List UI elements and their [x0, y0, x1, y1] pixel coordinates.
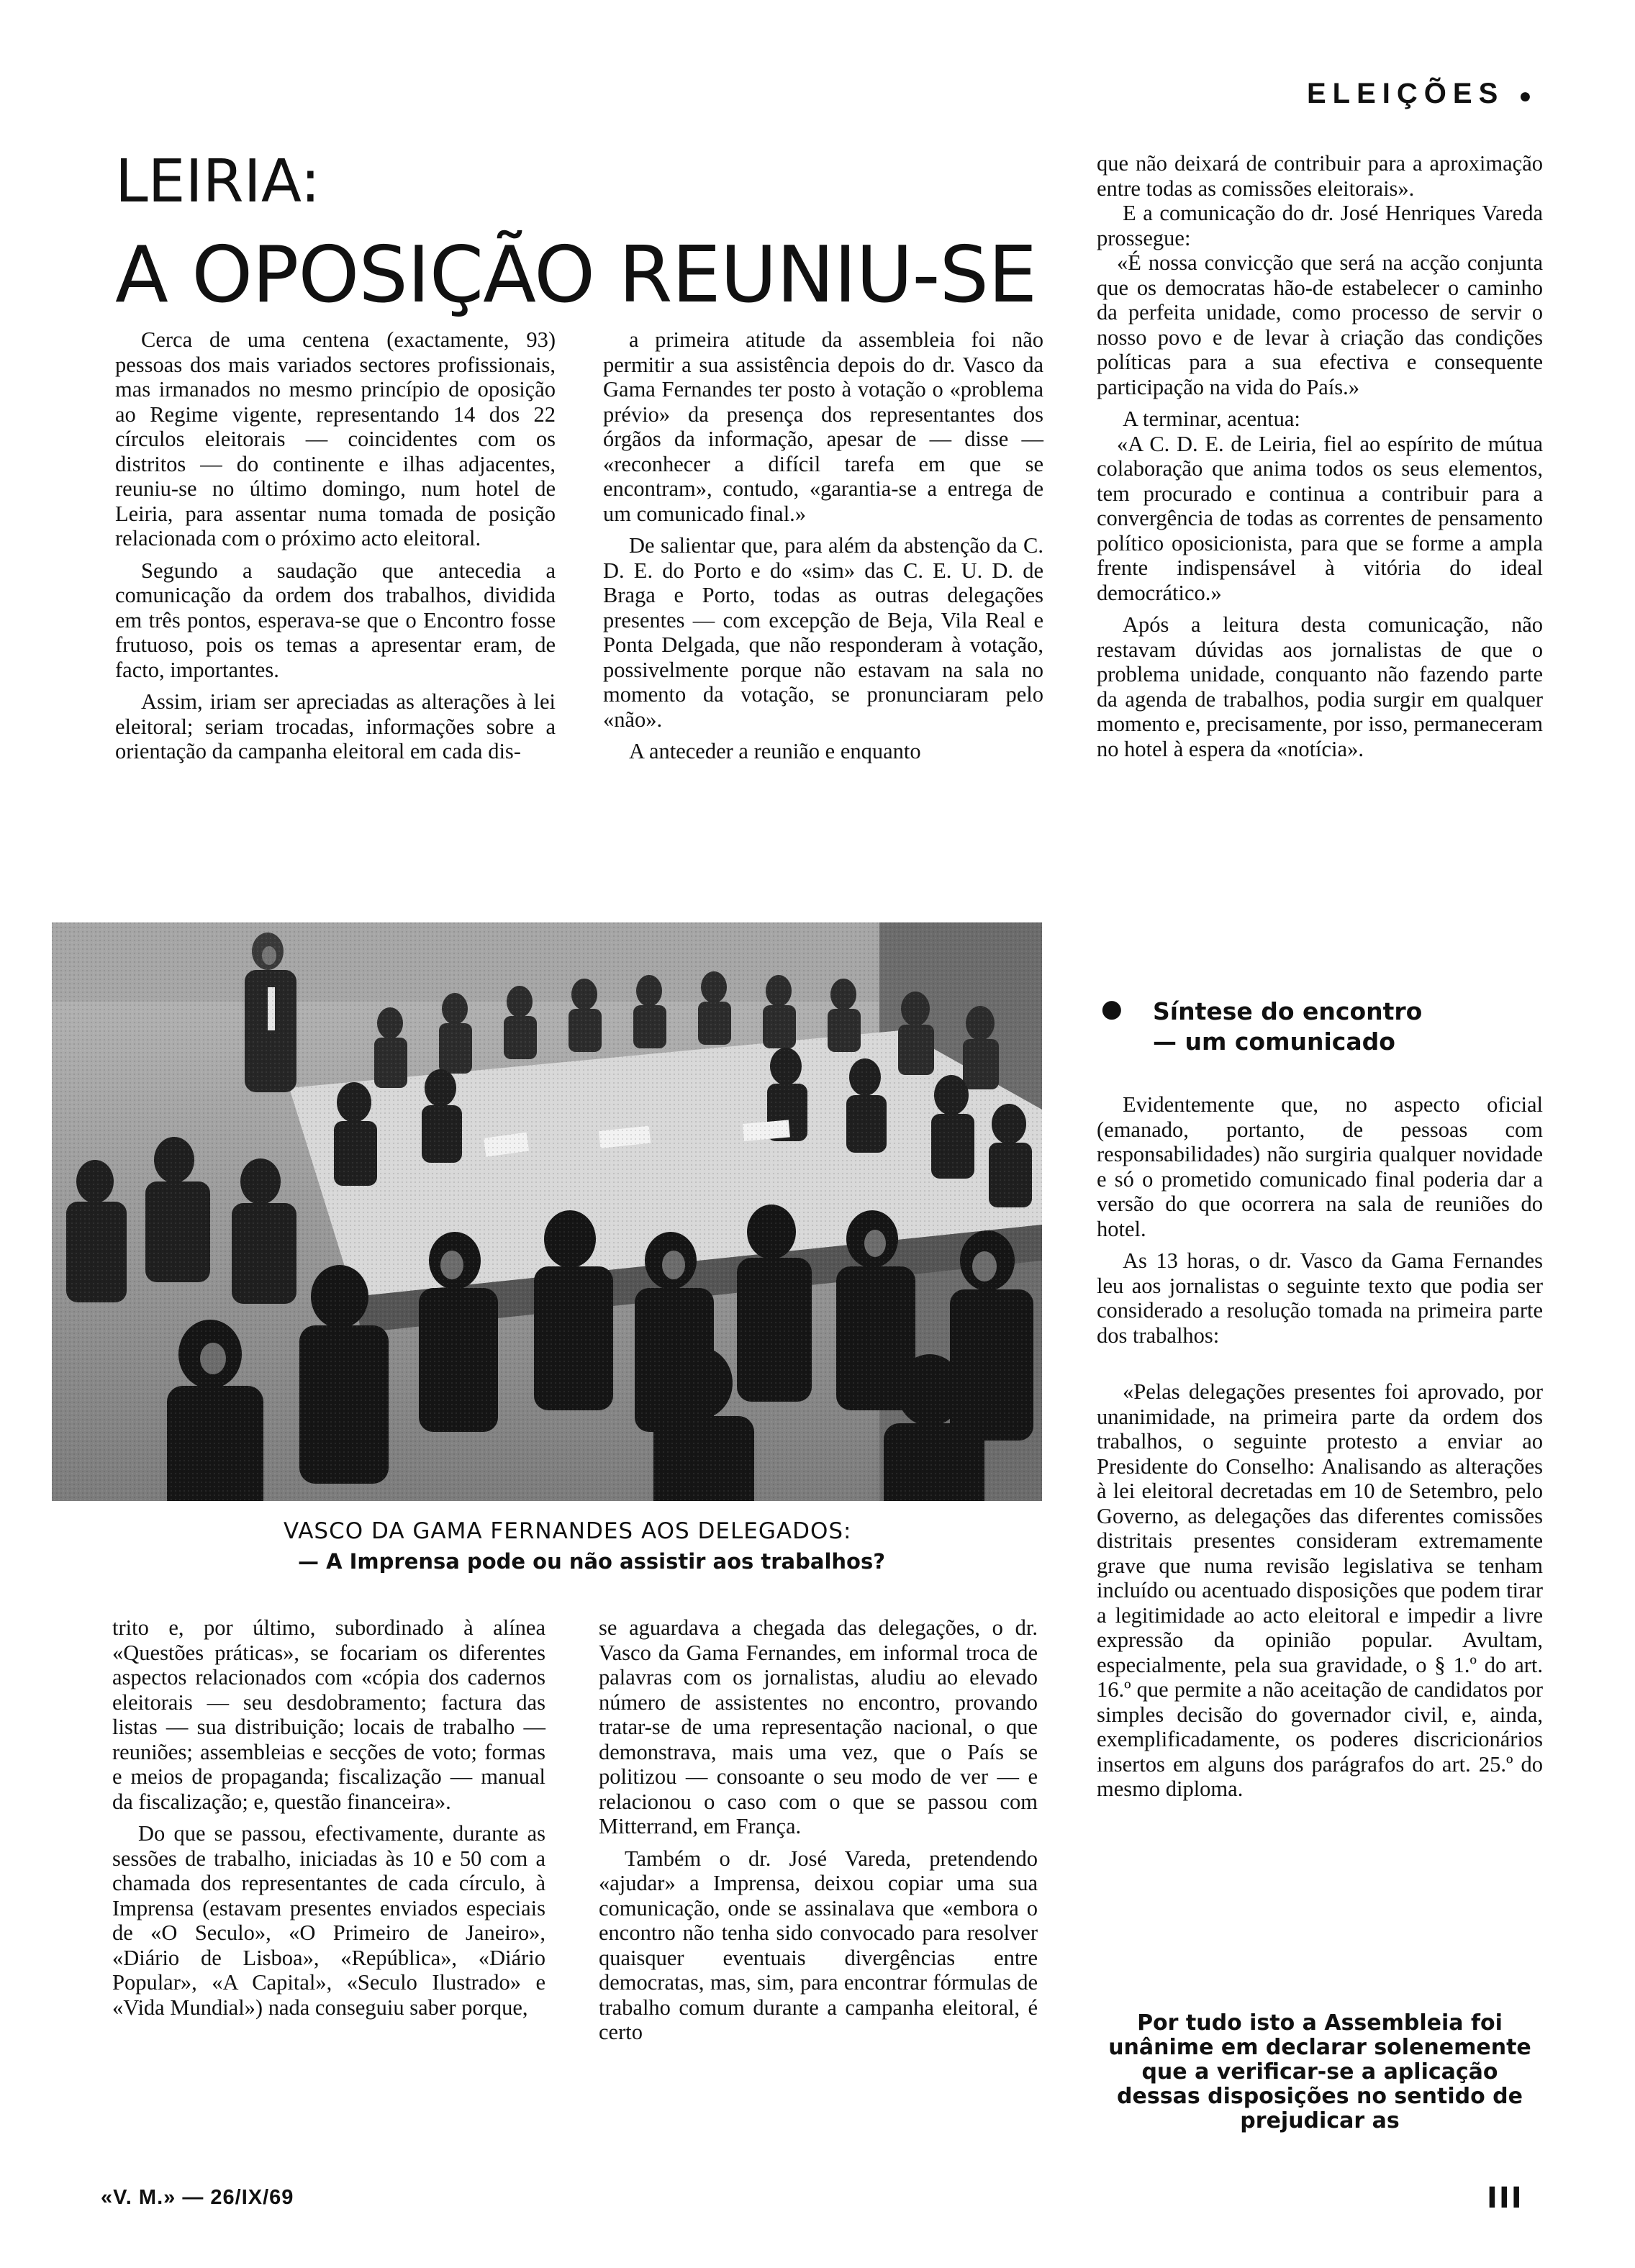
- headline-line-2: A OPOSIÇÃO REUNIU-SE: [115, 230, 1037, 320]
- paragraph: Segundo a saudação que antecedia a comunicação da ordem dos trabalhos, dividida em três pontos, esperava-se que o Encontro fosse frutuoso, pois os temas a apresentar eram, de facto, importantes.: [115, 558, 556, 682]
- quote-paragraph: «É nossa convicção que será na acção conjunta que os democratas hão-de estabelecer o caminho da perfeita unidade, como processo de servir o nosso povo e de levar à criação das condições políticas para a sua efectiva e consequente participação na vida do País.»: [1097, 250, 1543, 399]
- subheading-line-2: — um comunicado: [1153, 1028, 1395, 1056]
- subheading-line-1: Síntese do encontro: [1153, 997, 1423, 1025]
- paragraph: Também o dr. José Vareda, pretendendo «ajudar» a Imprensa, deixou copiar uma sua comunicação, onde se assinalava que «embora o encontro não tenha sido convocado para resolver quaisquer eventuais divergências entre democratas, mas, sim, para encontrar fórmulas de trabalho comum durante a campanha eleitoral, é certo: [599, 1846, 1038, 2044]
- column-1-top: [115, 327, 556, 764]
- section-label: ELEIÇÕES: [1307, 78, 1505, 109]
- column-1-bottom: [112, 1615, 545, 2020]
- quote-paragraph: «Pelas delegações presentes foi aprovado, por unanimidade, na primeira parte da ordem dos trabalhos, o seguinte protesto a enviar ao Presidente do Conselho: Analisando as alterações à lei eleitoral decretadas em 10 de Setembro, pelo Governo, as delegações das diferentes comissões distritais presentes consideram extremamente grave que numa revisão legislativa se tenham incluído ou acentuado disposições que podem tirar a legitimidade ao acto eleitoral e impedir a livre expressão da opinião popular. Avultam, especialmente, pela sua gravidade, o § 1.º do art. 16.º que permite a não aceitação de candidatos por simples decisão do governador civil, e, ainda, exemplificadamente, os poderes discricionários insertos em alguns dos parágrafos do art. 25.º do mesmo diploma.: [1097, 1379, 1543, 1801]
- subheading-bullet-icon: ●: [1101, 994, 1123, 1023]
- headline: [115, 148, 1079, 320]
- headline-line-1: LEIRIA:: [115, 148, 321, 216]
- section-bullet-icon: ●: [1518, 84, 1532, 108]
- paragraph: que não deixará de contribuir para a aproximação entre todas as comissões eleitorais».: [1097, 151, 1543, 201]
- paragraph: De salientar que, para além da abstenção da C. D. E. do Porto e do «sim» das C. E. U. D. de Braga e Porto, todas as outras delegações presentes — com excepção de Beja, Vila Real e Ponta Delgada, que não responderam à votação, possivelmente porque não estavam na sala no momento da votação, se pronunciaram pelo «não».: [603, 533, 1043, 732]
- photo-image: [52, 922, 1042, 1501]
- paragraph: a primeira atitude da assembleia foi não permitir a sua assistência depois do dr. Vasco da Gama Fernandes ter posto à votação o «problema prévio» da presença dos representantes dos órgãos da informação, apesar de — disse — «reconhecer a difícil tarefa em que se encontram», contudo, «garantia-se a entrega de um comunicado final.»: [603, 327, 1043, 526]
- photo-caption-line-1: VASCO DA GAMA FERNANDES AOS DELEGADOS:: [284, 1518, 852, 1544]
- photo-caption-line-2: — A Imprensa pode ou não assistir aos trabalhos?: [298, 1549, 886, 1574]
- column-3-middle: [1097, 1092, 1543, 1802]
- final-statement: Por tudo isto a Assembleia foi unânime em declarar solenemente que a verificar-se a aplicação dessas disposições no sentido de prejudicar as: [1108, 2010, 1531, 2133]
- paragraph: Evidentemente que, no aspecto oficial (emanado, portanto, de pessoas com responsabilidades) não surgiria qualquer novidade e só o prometido comunicado final poderia dar a versão do que ocorrera na sala de reuniões do hotel.: [1097, 1092, 1543, 1241]
- page-number: III: [1487, 2182, 1523, 2215]
- paragraph: Após a leitura desta comunicação, não restavam dúvidas aos jornalistas de que o problema unidade, conquanto não fazendo parte da agenda de trabalhos, podia surgir em qualquer momento e, precisamente, por isso, permaneceram no hotel à espera da «notícia».: [1097, 612, 1543, 761]
- paragraph: trito e, por último, subordinado à alínea «Questões práticas», se focariam os diferentes aspectos relacionados com «cópia dos cadernos eleitorais — seu desdobramento; factura das listas — sua distribuição; locais de trabalho — reuniões; assembleias e secções de voto; formas e meios de propaganda; fiscalização — manual da fiscalização; e, questão financeira».: [112, 1615, 545, 1814]
- subheading: [1097, 994, 1543, 1057]
- paragraph: E a comunicação do dr. José Henriques Vareda prossegue:: [1097, 201, 1543, 250]
- paragraph: Cerca de uma centena (exactamente, 93) pessoas dos mais variados sectores profissionais, mas irmanados no mesmo princípio de oposição ao Regime vigente, representando 14 dos 22 círculos eleitorais — coincidentes com os distritos — do continente e ilhas adjacentes, reuniu-se no último domingo, num hotel de Leiria, para assentar numa tomada de posição relacionada com o próximo acto eleitoral.: [115, 327, 556, 550]
- paragraph: Assim, iriam ser apreciadas as alterações à lei eleitoral; seriam trocadas, informações sobre a orientação da campanha eleitoral em cada dis-: [115, 689, 556, 763]
- issue-date: «V. M.» — 26/IX/69: [101, 2186, 294, 2209]
- column-2-top: [603, 327, 1043, 764]
- paragraph: Do que se passou, efectivamente, durante as sessões de trabalho, iniciadas às 10 e 50 com a chamada dos representantes de cada círculo, à Imprensa (estavam presentes enviados especiais de «O Seculo», «O Primeiro de Janeiro», «Diário de Lisboa», «República», «Diário Popular», «A Capital», «Seculo Ilustrado» e «Vida Mundial») nada conseguiu saber porque,: [112, 1821, 545, 2020]
- column-2-bottom: [599, 1615, 1038, 2045]
- meeting-photo: [52, 922, 1042, 1501]
- paragraph: se aguardava a chegada das delegações, o dr. Vasco da Gama Fernandes, em informal troca de palavras com os jornalistas, aludiu ao elevado número de assistentes no encontro, provando tratar-se de uma representação nacional, o que demonstrava, mais uma vez, que o País se politizou — consoante o seu modo de ver — e relacionou o caso com o que se passou com Mitterrand, em França.: [599, 1615, 1038, 1838]
- paragraph: A terminar, acentua:: [1123, 407, 1300, 431]
- quote-paragraph: «A C. D. E. de Leiria, fiel ao espírito de mútua colaboração que anima todos os seus elementos, tem procurado e continua a contribuir para a convergência de todas as correntes de pensamento político oposicionista, para que se forme a ampla frente indispensável à vitória do ideal democrático.»: [1097, 431, 1543, 605]
- section-tag: [1307, 78, 1532, 110]
- paragraph: A anteceder a reunião e enquanto: [629, 739, 921, 763]
- column-3-top: [1097, 151, 1543, 761]
- paragraph: As 13 horas, o dr. Vasco da Gama Fernandes leu aos jornalistas o seguinte texto que podia ser considerado a resolução tomada na primeira parte dos trabalhos:: [1097, 1248, 1543, 1348]
